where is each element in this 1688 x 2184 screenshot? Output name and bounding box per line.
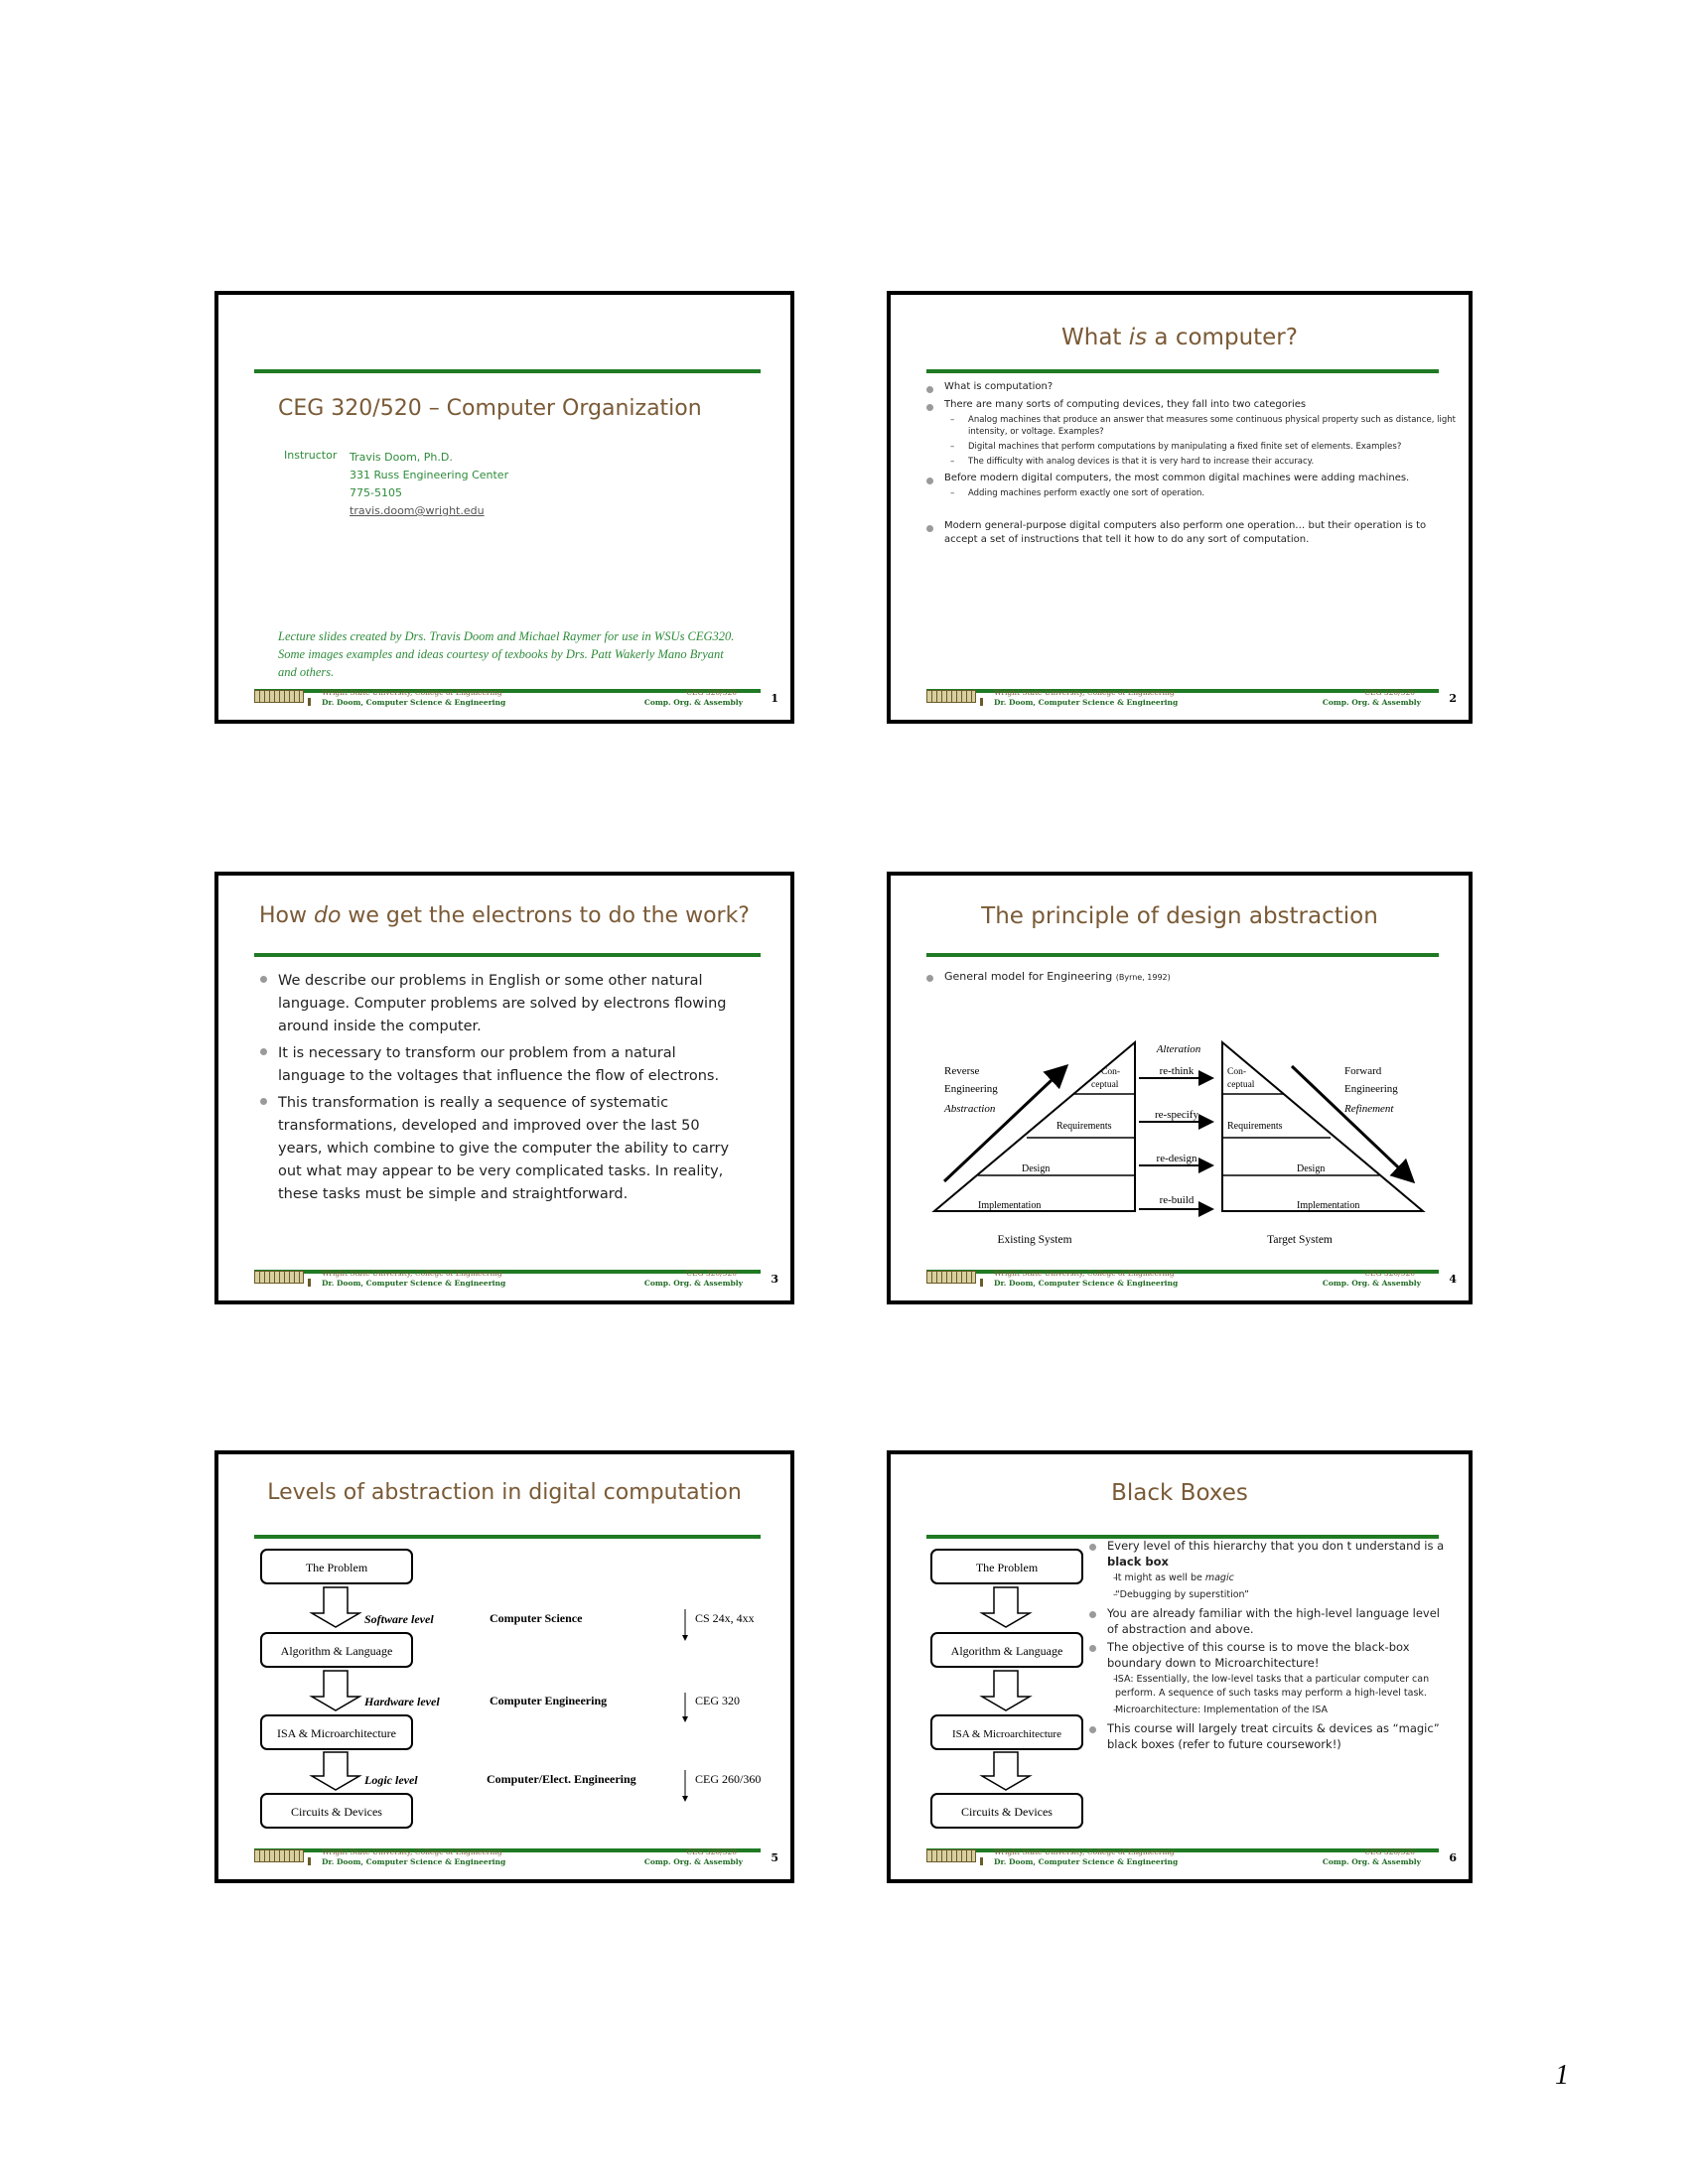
svg-text:Abstraction: Abstraction xyxy=(944,1103,996,1115)
sub-bullet: – Analog machines that produce an answer that measures some continuous physical property such as distance, light intensity, or voltage. Examples? xyxy=(922,414,1459,438)
slide-title: The principle of design abstraction xyxy=(981,903,1378,929)
svg-text:re-build: re-build xyxy=(1159,1194,1195,1206)
instructor-name: Travis Doom, Ph.D. xyxy=(350,451,453,464)
svg-text:Computer Engineering: Computer Engineering xyxy=(490,1694,608,1707)
wright-flyer-logo-icon xyxy=(926,690,976,703)
footer-author: Dr. Doom, Computer Science & Engineering xyxy=(994,1857,1179,1866)
wright-flyer-logo-icon xyxy=(926,1849,976,1862)
bullet: Every level of this hierarchy that you don t understand is a black box xyxy=(1085,1538,1453,1570)
sub-bullet: – “Debugging by superstition” xyxy=(1085,1588,1453,1602)
bullet-list xyxy=(1085,1538,1453,1752)
slide-footer xyxy=(926,1843,1461,1871)
sub-bullet: – Microarchitecture: Implementation of the ISA xyxy=(1085,1704,1453,1717)
footer-university: Wright State University, College of Engineering xyxy=(994,1847,1175,1856)
svg-text:Design: Design xyxy=(1297,1163,1326,1174)
slide-6 xyxy=(887,1450,1473,1883)
svg-text:Algorithm & Language: Algorithm & Language xyxy=(280,1644,393,1658)
wright-flyer-logo-icon xyxy=(254,690,304,703)
slide-3 xyxy=(214,872,794,1304)
svg-text:Refinement: Refinement xyxy=(1344,1103,1394,1115)
footer-author: Dr. Doom, Computer Science & Engineering xyxy=(322,1857,506,1866)
sub-bullet: – The difficulty with analog devices is that it is very hard to increase their accuracy. xyxy=(922,456,1459,468)
footer-course: CEG 320/520 xyxy=(686,1269,737,1278)
footer-university: Wright State University, College of Engineering xyxy=(322,688,502,697)
slide-footer xyxy=(254,684,782,712)
footer-author: Dr. Doom, Computer Science & Engineering xyxy=(994,1279,1179,1288)
figure-icon xyxy=(308,1857,311,1865)
svg-text:Engineering: Engineering xyxy=(944,1083,998,1095)
instructor-phone: 775-5105 xyxy=(350,486,402,499)
title-rule xyxy=(926,369,1439,373)
instructor-info xyxy=(350,449,508,520)
slide-number: 5 xyxy=(771,1851,778,1864)
title-rule xyxy=(254,953,761,957)
svg-text:Implementation: Implementation xyxy=(978,1200,1042,1211)
svg-text:ISA & Microarchitecture: ISA & Microarchitecture xyxy=(277,1726,396,1740)
svg-text:Forward: Forward xyxy=(1344,1065,1382,1077)
figure-icon xyxy=(308,1279,311,1287)
svg-text:The Problem: The Problem xyxy=(975,1561,1039,1574)
slide-title: How do we get the electrons to do the work? xyxy=(258,903,750,928)
svg-text:Engineering: Engineering xyxy=(1344,1083,1398,1095)
svg-text:The Problem: The Problem xyxy=(305,1561,368,1574)
footer-course-name: Comp. Org. & Assembly xyxy=(643,698,743,707)
slide-number: 2 xyxy=(1449,692,1457,705)
footer-course-name: Comp. Org. & Assembly xyxy=(1322,698,1421,707)
abstraction-levels-diagram xyxy=(218,1544,794,1842)
svg-text:Target System: Target System xyxy=(1267,1234,1333,1246)
footer-course: CEG 320/520 xyxy=(686,1847,737,1856)
bullet: What is computation? xyxy=(922,380,1459,394)
svg-text:Existing System: Existing System xyxy=(997,1234,1072,1246)
footer-course: CEG 320/520 xyxy=(1364,688,1415,697)
footer-university: Wright State University, College of Engineering xyxy=(322,1847,502,1856)
svg-text:re-design: re-design xyxy=(1156,1153,1197,1164)
figure-icon xyxy=(308,698,311,706)
instructor-office: 331 Russ Engineering Center xyxy=(350,469,509,481)
figure-icon xyxy=(980,698,983,706)
slide-number: 4 xyxy=(1449,1273,1457,1286)
svg-text:Circuits & Devices: Circuits & Devices xyxy=(961,1805,1053,1819)
slide-1 xyxy=(214,291,794,724)
svg-text:Logic level: Logic level xyxy=(364,1773,418,1787)
svg-text:Circuits & Devices: Circuits & Devices xyxy=(291,1805,382,1819)
svg-text:Requirements: Requirements xyxy=(1227,1121,1283,1132)
bullet: General model for Engineering (Byrne, 1992) xyxy=(922,969,1459,985)
slide-title: CEG 320/520 – Computer Organization xyxy=(278,396,702,421)
bullet-list xyxy=(922,969,1459,985)
bullet: This course will largely treat circuits & devices as “magic” black boxes (refer to future coursework!) xyxy=(1085,1720,1453,1752)
sub-bullet: – ISA: Essentially, the low-level tasks that a particular computer can perform. A sequence of such tasks may perform a high-level task. xyxy=(1085,1673,1453,1701)
footer-university: Wright State University, College of Engineering xyxy=(994,1269,1175,1278)
footer-course-name: Comp. Org. & Assembly xyxy=(643,1857,743,1866)
title-rule xyxy=(254,369,761,373)
bullet: There are many sorts of computing devices, they fall into two categories xyxy=(922,398,1459,412)
bullet: We describe our problems in English or some other natural language. Computer problems are solved by electrons flowing around inside the computer. xyxy=(256,970,743,1038)
footer-course-name: Comp. Org. & Assembly xyxy=(1322,1857,1421,1866)
wright-flyer-logo-icon xyxy=(926,1271,976,1284)
slide-footer xyxy=(254,1843,782,1871)
slide-5 xyxy=(214,1450,794,1883)
bullet: You are already familiar with the high-level language level of abstraction and above. xyxy=(1085,1605,1453,1637)
svg-text:CEG 320: CEG 320 xyxy=(695,1694,740,1707)
slide-2 xyxy=(887,291,1473,724)
footer-author: Dr. Doom, Computer Science & Engineering xyxy=(322,698,506,707)
slide-4 xyxy=(887,872,1473,1304)
svg-text:Con-: Con- xyxy=(1101,1067,1120,1077)
figure-icon xyxy=(980,1857,983,1865)
footer-course: CEG 320/520 xyxy=(1364,1847,1415,1856)
svg-text:CS 24x, 4xx: CS 24x, 4xx xyxy=(695,1611,755,1625)
svg-text:Computer Science: Computer Science xyxy=(490,1611,583,1625)
footer-university: Wright State University, College of Engineering xyxy=(322,1269,502,1278)
slide-number: 3 xyxy=(771,1273,778,1286)
svg-text:ISA & Microarchitecture: ISA & Microarchitecture xyxy=(952,1728,1061,1740)
sub-bullet: – Digital machines that perform computations by manipulating a fixed finite set of elements. Examples? xyxy=(922,441,1459,453)
footer-author: Dr. Doom, Computer Science & Engineering xyxy=(322,1279,506,1288)
svg-text:Software level: Software level xyxy=(364,1612,434,1626)
svg-text:Requirements: Requirements xyxy=(1056,1121,1112,1132)
wright-flyer-logo-icon xyxy=(254,1271,304,1284)
footer-course-name: Comp. Org. & Assembly xyxy=(1322,1279,1421,1288)
svg-text:CEG 260/360: CEG 260/360 xyxy=(695,1772,762,1786)
footer-course-name: Comp. Org. & Assembly xyxy=(643,1279,743,1288)
bullet-list xyxy=(922,380,1459,547)
black-box-hierarchy-diagram xyxy=(891,1544,1089,1842)
svg-text:Design: Design xyxy=(1022,1163,1051,1174)
svg-text:Reverse: Reverse xyxy=(944,1065,980,1077)
svg-text:Computer/Elect. Engineering: Computer/Elect. Engineering xyxy=(487,1772,636,1786)
svg-text:re-think: re-think xyxy=(1159,1065,1195,1077)
citation: (Byrne, 1992) xyxy=(1115,973,1171,982)
svg-text:ceptual: ceptual xyxy=(1091,1080,1119,1090)
bullet: This transformation is really a sequence of systematic transformations, developed and improved over the last 50 years, which combine to give the computer the ability to carry out what may appear to be very complicated tasks. In reality, these tasks must be simple and straightforward. xyxy=(256,1092,743,1206)
credits-text: Lecture slides created by Drs. Travis Doom and Michael Raymer for use in WSUs CEG320. Some images examples and ideas courtesy of texbooks by Drs. Patt Wakerly Mano Bryant and others. xyxy=(278,629,735,679)
figure-icon xyxy=(980,1279,983,1287)
svg-text:Implementation: Implementation xyxy=(1297,1200,1360,1211)
svg-text:Con-: Con- xyxy=(1227,1067,1246,1077)
svg-text:Algorithm & Language: Algorithm & Language xyxy=(950,1644,1063,1658)
slide-title: Levels of abstraction in digital computation xyxy=(267,1480,742,1505)
bullet: Before modern digital computers, the most common digital machines were adding machines. xyxy=(922,472,1459,485)
bullet-list xyxy=(256,970,743,1206)
design-abstraction-diagram xyxy=(922,987,1439,1255)
instructor-label: Instructor xyxy=(284,449,338,462)
bullet: The objective of this course is to move the black-box boundary down to Microarchitecture! xyxy=(1085,1639,1453,1671)
slide-title: What is a computer? xyxy=(1061,325,1298,350)
title-rule xyxy=(254,1535,761,1539)
svg-text:Hardware level: Hardware level xyxy=(364,1695,440,1708)
title-rule xyxy=(926,953,1439,957)
footer-university: Wright State University, College of Engineering xyxy=(994,688,1175,697)
slide-number: 1 xyxy=(771,692,778,705)
footer-course: CEG 320/520 xyxy=(686,688,737,697)
footer-course: CEG 320/520 xyxy=(1364,1269,1415,1278)
sub-bullet: – Adding machines perform exactly one sort of operation. xyxy=(922,487,1459,499)
slide-number: 6 xyxy=(1449,1851,1457,1864)
svg-text:Alteration: Alteration xyxy=(1156,1043,1201,1055)
svg-text:re-specify: re-specify xyxy=(1155,1109,1198,1121)
bullet: It is necessary to transform our problem from a natural language to the voltages that influence the flow of electrons. xyxy=(256,1042,743,1088)
sub-bullet: – It might as well be magic xyxy=(1085,1571,1453,1585)
slide-footer xyxy=(926,684,1461,712)
bullet: Modern general-purpose digital computers also perform one operation… but their operation is to accept a set of instructions that tell it how to do any sort of computation. xyxy=(922,519,1459,547)
footer-author: Dr. Doom, Computer Science & Engineering xyxy=(994,698,1179,707)
svg-text:ceptual: ceptual xyxy=(1227,1080,1255,1090)
page-number: 1 xyxy=(1555,2060,1569,2091)
slide-footer xyxy=(926,1265,1461,1293)
slide-title: Black Boxes xyxy=(1111,1480,1248,1506)
wright-flyer-logo-icon xyxy=(254,1849,304,1862)
instructor-email-link[interactable]: travis.doom@wright.edu xyxy=(350,504,485,517)
slide-footer xyxy=(254,1265,782,1293)
